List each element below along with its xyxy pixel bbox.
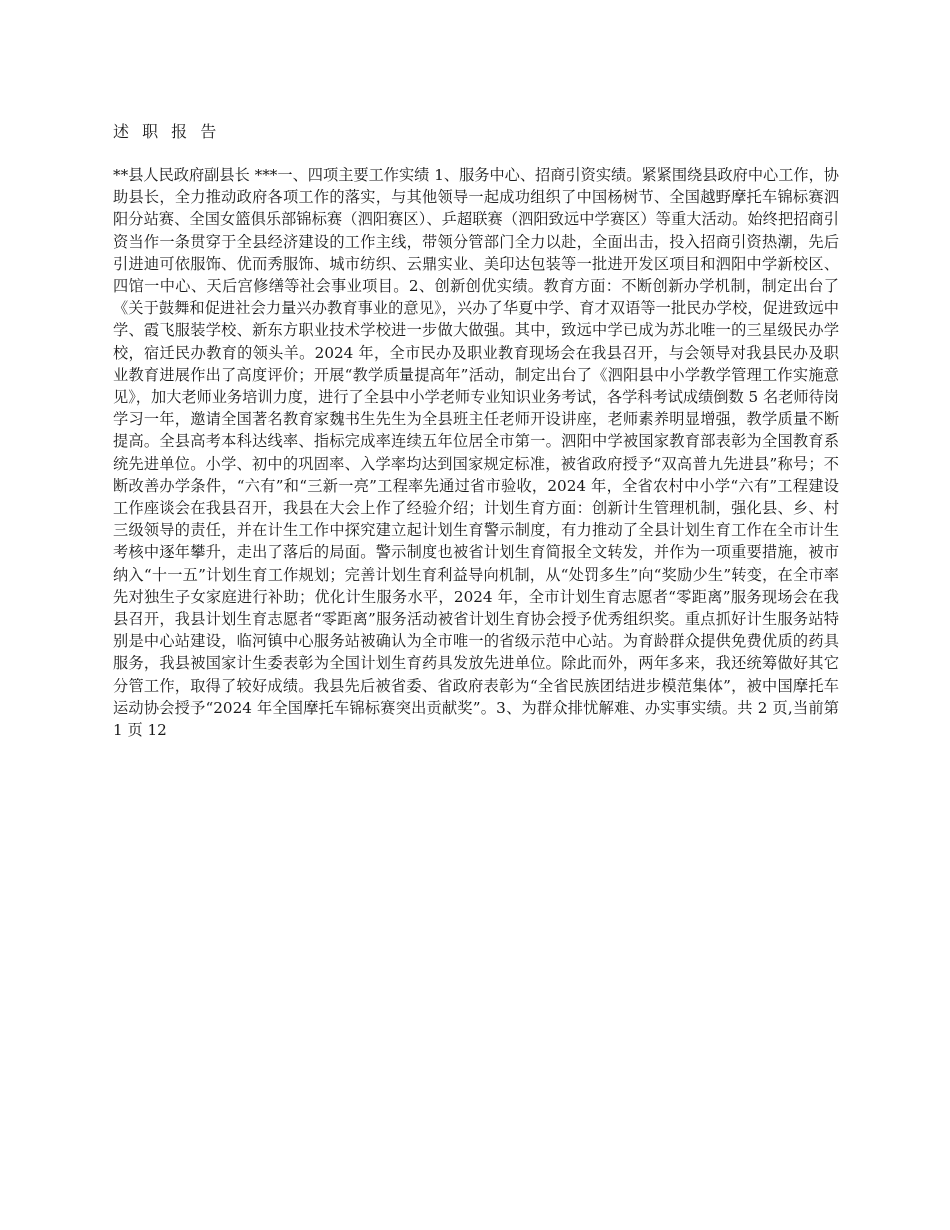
document-body: **县人民政府副县长 ***一、四项主要工作实绩 1、服务中心、招商引资实绩。紧紧围绕县政府中心工作，协助县长，全力推动政府各项工作的落实，与其他领导一起成功组织了中国杨树节、全国越野摩托车锦标赛泗阳分站赛、全国女篮俱乐部锦标赛（泗阳赛区）、乒超联赛（泗阳致远中学赛区）等重大活动。始终把招商引资当作一条贯穿于全县经济建设的工作主线，带领分管部门全力以赴，全面出击，投入招商引资热潮，先后引进迪可依服饰、优而秀服饰、城市纺织、云鼎实业、美印达包装等一批进开发区项目和泗阳中学新校区、四馆一中心、天后宫修缮等社会事业项目。2、创新创优实绩。教育方面：不断创新办学机制，制定出台了《关于鼓舞和促进社会力量兴办教育事业的意见》，兴办了华夏中学、育才双语等一批民办学校，促进致远中学、霞飞服装学校、新东方职业技术学校进一步做大做强。其中，致远中学已成为苏北唯一的三星级民办学校，宿迁民办教育的领头羊。2024 年，全市民办及职业教育现场会在我县召开，与会领导对我县民办及职业教育进展作出了高度评价；开展“教学质量提高年”活动，制定出台了《泗阳县中小学教学管理工作实施意见》，加大老师业务培训力度，进行了全县中小学老师专业知识业务考试，各学科考试成绩倒数 5 名老师待岗学习一年，邀请全国著名教育家魏书生先生为全县班主任老师开设讲座，老师素养明显增强，教学质量不断提高。全县高考本科达线率、指标完成率连续五年位居全市第一。泗阳中学被国家教育部表彰为全国教育系统先进单位。小学、初中的巩固率、入学率均达到国家规定标准，被省政府授予“双高普九先进县”称号；不断改善办学条件，“六有”和“三新一亮”工程率先通过省市验收，2024 年，全省农村中小学“六有”工程建设工作座谈会在我县召开，我县在大会上作了经验介绍；计划生育方面：创新计生管理机制，强化县、乡、村三级领导的责任，并在计生工作中探究建立起计划生育警示制度，有力推动了全县计划生育工作在全市计生考核中逐年攀升，走出了落后的局面。警示制度也被省计划生育简报全文转发，并作为一项重要措施，被市纳入“十一五”计划生育工作规划；完善计划生育利益导向机制，从“处罚多生”向“奖励少生”转变，在全市率先对独生子女家庭进行补助；优化计生服务水平，2024 年，全市计划生育志愿者“零距离”服务现场会在我县召开，我县计划生育志愿者“零距离”服务活动被省计划生育协会授予优秀组织奖。重点抓好计生服务站特别是中心站建设，临河镇中心服务站被确认为全市唯一的省级示范中心站。为育龄群众提供免费优质的药具服务，我县被国家计生委表彰为全国计划生育药具发放先进单位。除此而外，两年多来，我还统筹做好其它分管工作，取得了较好成绩。我县先后被省委、省政府表彰为“全省民族团结进步模范集体”，被中国摩托车运动协会授予“2024 年全国摩托车锦标赛突出贡献奖”。3、为群众排忧解难、办实事实绩。共 2 页,当前第 1 页 12 <box>113 166 839 740</box>
document-page <box>113 120 839 741</box>
document-title: 述 职 报 告 <box>113 122 221 141</box>
